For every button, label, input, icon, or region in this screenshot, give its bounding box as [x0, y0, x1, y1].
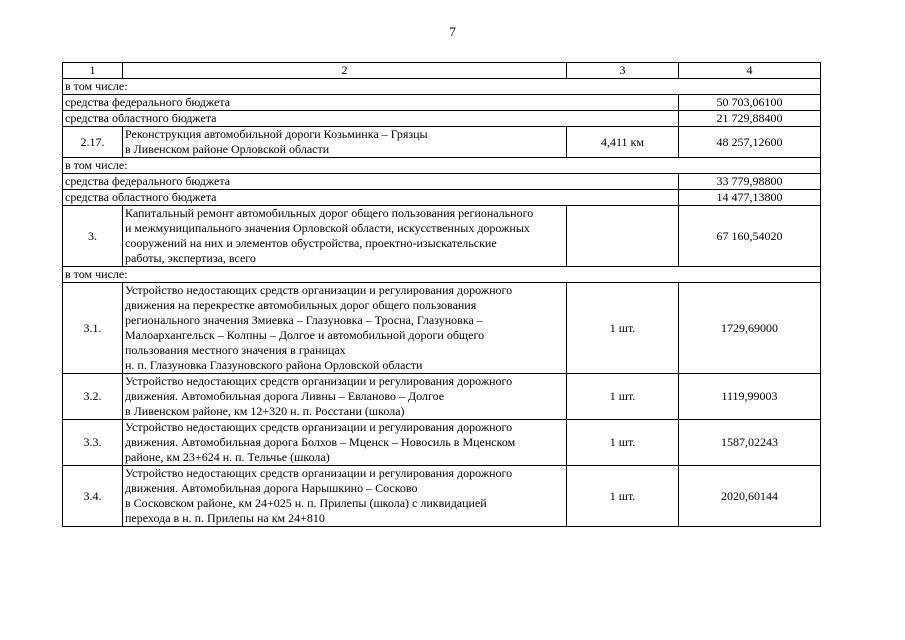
description-line: пользования местного значения в границах — [125, 343, 346, 357]
budget-table — [62, 62, 821, 527]
description-line: движения. Автомобильная дорога Ливны – Евланово – Долгое — [125, 389, 445, 403]
item-number: 3.4. — [63, 466, 123, 527]
description-line: движения. Автомобильная дорога Нарышкино – Сосково — [125, 481, 418, 495]
amount-cell: 14 477,13800 — [679, 190, 821, 206]
table-row — [63, 190, 821, 206]
item-number: 3.2. — [63, 374, 123, 420]
description-line: Устройство недостающих средств организации и регулирования дорожного — [125, 283, 513, 297]
funding-source-label: средства федерального бюджета — [63, 95, 679, 111]
description-line: Малоархангельск – Колпны – Долгое и автомобильной дороги общего — [125, 328, 485, 342]
description-line: Устройство недостающих средств организации и регулирования дорожного — [125, 420, 513, 434]
table-row — [63, 79, 821, 95]
item-description — [123, 374, 567, 420]
amount-cell: 50 703,06100 — [679, 95, 821, 111]
item-number: 3. — [63, 206, 123, 267]
quantity-cell: 4,411 км — [567, 127, 679, 158]
section-label: в том числе: — [63, 267, 821, 283]
quantity-cell — [567, 206, 679, 267]
description-line: работы, экспертиза, всего — [125, 251, 256, 265]
quantity-cell: 1 шт. — [567, 466, 679, 527]
table-row — [63, 283, 821, 374]
header-cell-4: 4 — [679, 63, 821, 79]
table-row — [63, 158, 821, 174]
description-line: Капитальный ремонт автомобильных дорог общего пользования регионального — [125, 206, 534, 220]
amount-cell: 1119,99003 — [679, 374, 821, 420]
table-row — [63, 111, 821, 127]
description-line: регионального значения Змиевка – Глазуновка – Тросна, Глазуновка – — [125, 313, 483, 327]
amount-cell: 2020,60144 — [679, 466, 821, 527]
description-line: н. п. Глазуновка Глазуновского района Орловской области — [125, 358, 423, 372]
description-line: и межмуниципального значения Орловской области, искусственных дорожных — [125, 221, 530, 235]
description-line: в Ливенском районе, км 12+320 н. п. Росстани (школа) — [125, 404, 405, 418]
description-line: районе, км 23+624 н. п. Тельчье (школа) — [125, 450, 330, 464]
table-row — [63, 174, 821, 190]
item-description — [123, 283, 567, 374]
section-label: в том числе: — [63, 158, 821, 174]
description-line: движения. Автомобильная дорога Болхов – Мценск – Новосиль в Мценском — [125, 435, 516, 449]
table-row — [63, 127, 821, 158]
funding-source-label: средства федерального бюджета — [63, 174, 679, 190]
page-number: 7 — [449, 24, 456, 39]
header-cell-3: 3 — [567, 63, 679, 79]
amount-cell: 1587,02243 — [679, 420, 821, 466]
description-line: в Сосковском районе, км 24+025 н. п. Прилепы (школа) с ликвидацией — [125, 496, 487, 510]
description-line: в Ливенском районе Орловской области — [125, 142, 330, 156]
header-row — [63, 63, 821, 79]
description-line: движения на перекрестке автомобильных дорог общего пользования — [125, 298, 477, 312]
quantity-cell: 1 шт. — [567, 283, 679, 374]
item-number: 3.3. — [63, 420, 123, 466]
table-body — [63, 63, 821, 527]
item-description — [123, 466, 567, 527]
description-line: Устройство недостающих средств организации и регулирования дорожного — [125, 466, 513, 480]
amount-cell: 21 729,88400 — [679, 111, 821, 127]
description-line: Реконструкция автомобильной дороги Козьминка – Грязцы — [125, 127, 428, 141]
item-description — [123, 206, 567, 267]
table-row — [63, 267, 821, 283]
section-label: в том числе: — [63, 79, 821, 95]
description-line: перехода в н. п. Прилепы на км 24+810 — [125, 511, 325, 525]
item-number: 2.17. — [63, 127, 123, 158]
header-cell-2: 2 — [123, 63, 567, 79]
funding-source-label: средства областного бюджета — [63, 111, 679, 127]
quantity-cell: 1 шт. — [567, 420, 679, 466]
table-row — [63, 420, 821, 466]
description-line: сооружений на них и элементов обустройства, проектно-изыскательские — [125, 236, 497, 250]
table-row — [63, 466, 821, 527]
header-cell-1: 1 — [63, 63, 123, 79]
item-number: 3.1. — [63, 283, 123, 374]
table-row — [63, 374, 821, 420]
quantity-cell: 1 шт. — [567, 374, 679, 420]
amount-cell: 33 779,98800 — [679, 174, 821, 190]
item-description — [123, 420, 567, 466]
amount-cell: 1729,69000 — [679, 283, 821, 374]
funding-source-label: средства областного бюджета — [63, 190, 679, 206]
table-row — [63, 206, 821, 267]
table-row — [63, 95, 821, 111]
item-description — [123, 127, 567, 158]
description-line: Устройство недостающих средств организации и регулирования дорожного — [125, 374, 513, 388]
amount-cell: 67 160,54020 — [679, 206, 821, 267]
amount-cell: 48 257,12600 — [679, 127, 821, 158]
